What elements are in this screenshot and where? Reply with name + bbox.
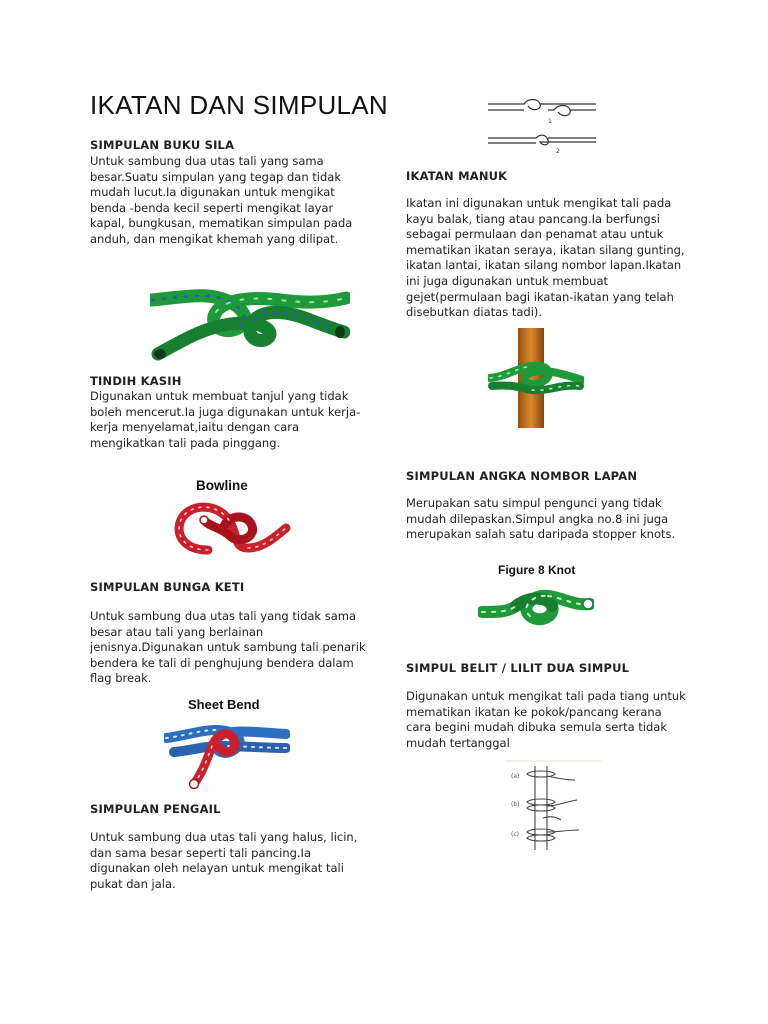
text-belit (406, 689, 706, 751)
text-line: pukat dan jala. (90, 876, 176, 891)
diagram-label: 2 (556, 148, 560, 155)
heading-bunga-keti: SIMPULAN BUNGA KETI (90, 580, 245, 594)
text-line: mematikan ikatan ke pokok/pancang kerana (406, 704, 662, 719)
text-line: mudah dilepaskan.Simpul angka no.8 ini juga (406, 511, 669, 526)
text-line: Untuk sambung dua utas tali yang halus, licin, (90, 830, 358, 844)
diagram-label: 1 (548, 118, 552, 125)
reef-knot-image (150, 272, 350, 362)
text-line: Ikatan ini digunakan untuk mengikat tali pada (406, 196, 672, 210)
diagram-label: (a) (511, 773, 520, 780)
text-line: merupakan salah satu daripada stopper knots. (406, 527, 676, 542)
text-line: besar.Suatu simpulan yang tegap dan tidak (90, 169, 341, 184)
caption-sheet-bend: Sheet Bend (188, 697, 260, 712)
text-line: mudah tertanggal (406, 735, 510, 750)
text-line: kapal, bungkusan, mematikan simpulan pada (90, 216, 353, 231)
heading-pengail: SIMPULAN PENGAIL (90, 802, 221, 816)
text-manuk (406, 196, 706, 321)
round-turn-diagram (505, 760, 601, 854)
heading-buku-sila: SIMPULAN BUKU SILA (90, 138, 235, 152)
text-line: ikatan lantai, ikatan silang nombor lapan.Ikatan (406, 258, 682, 273)
text-line: Untuk sambung dua utas tali yang tidak sama (90, 609, 357, 623)
text-line: Merupakan satu simpul pengunci yang tidak (406, 496, 662, 510)
text-line: disebutkan diatas tadi). (406, 305, 543, 320)
clove-hitch-image (488, 328, 584, 428)
text-line: kerja menyelamat,iaitu dengan cara (90, 420, 300, 435)
bowline-image (168, 496, 292, 562)
text-line: jenisnya.Digunakan untuk sambung tali penarik (90, 640, 366, 655)
text-pengail (90, 830, 390, 892)
caption-bowline: Bowline (196, 478, 248, 493)
heading-manuk: IKATAN MANUK (406, 169, 508, 183)
text-line: besar atau tali yang berlainan (90, 624, 264, 639)
text-line: Digunakan untuk mengikat tali pada tiang untuk (406, 689, 686, 703)
text-line: benda -benda kecil seperti mengikat layar (90, 200, 334, 215)
text-tindih-kasih (90, 389, 390, 451)
text-line: cara begini mudah dibuka semula serta tidak (406, 720, 668, 735)
text-line: flag break. (90, 671, 152, 686)
text-line: mudah lucut.Ia digunakan untuk mengikat (90, 185, 335, 200)
diagram-label: (b) (511, 801, 520, 808)
heading-angka-lapan: SIMPULAN ANGKA NOMBOR LAPAN (406, 469, 638, 483)
text-line: boleh mencerut.Ia juga digunakan untuk kerja- (90, 404, 361, 419)
fishermans-knot-diagram (488, 96, 600, 156)
text-line: mengikatkan tali pada pinggang. (90, 435, 281, 450)
text-line: Untuk sambung dua utas tali yang sama (90, 154, 324, 168)
text-line: sebagai permulaan dan penamat atau untuk (406, 227, 664, 242)
heading-belit: SIMPUL BELIT / LILIT DUA SIMPUL (406, 661, 630, 675)
text-line: anduh, dan mengikat khemah yang dilipat. (90, 231, 339, 246)
text-line: kayu balak, tiang atau pancang.Ia berfungsi (406, 211, 660, 226)
page-title: IKATAN DAN SIMPULAN (90, 90, 389, 120)
figure-8-knot-image (478, 582, 594, 632)
text-line: mematikan ikatan seraya, ikatan silang gunting, (406, 242, 685, 257)
text-bunga-keti (90, 609, 390, 687)
text-line: gejet(permulaan bagi ikatan-ikatan yang telah (406, 289, 674, 304)
text-buku-sila (90, 154, 380, 248)
heading-tindih-kasih: TINDIH KASIH (90, 374, 182, 388)
diagram-label: (c) (511, 831, 519, 838)
text-line: digunakan oleh nelayan untuk mengikat tali (90, 861, 344, 876)
text-line: ini juga digunakan untuk membuat (406, 273, 609, 288)
text-line: dan sama besar seperti tali pancing.Ia (90, 845, 311, 860)
text-line: bendera ke tali di penghujung bendera dalam (90, 655, 354, 670)
sheet-bend-image (164, 712, 290, 790)
caption-figure-8: Figure 8 Knot (498, 563, 576, 577)
text-line: Digunakan untuk membuat tanjul yang tidak (90, 389, 349, 403)
text-angka-lapan (406, 496, 706, 543)
